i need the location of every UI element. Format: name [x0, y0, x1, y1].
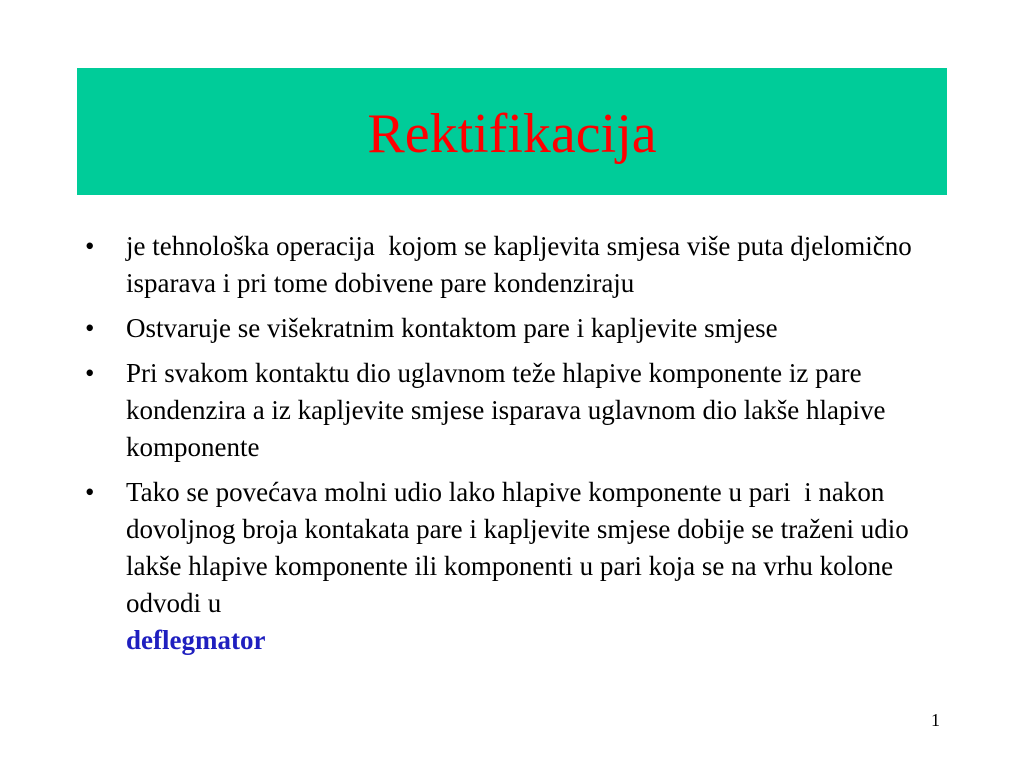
bullet-text: je tehnološka operacija kojom se kapljevita smjesa više puta djelomično isparava i pri tome dobivene pare kondenziraju	[126, 231, 919, 298]
bullet-icon: •	[85, 313, 95, 343]
bullet-text: Pri svakom kontaktu dio uglavnom teže hlapive komponente iz pare kondenzira a iz kapljevite smjese isparava uglavnom dio lakše hlapive komponente	[126, 358, 893, 462]
bullet-item	[85, 355, 945, 466]
bullet-list	[85, 228, 945, 659]
slide-title: Rektifikacija	[367, 102, 657, 165]
emphasis-term: deflegmator	[126, 625, 266, 655]
bullet-icon: •	[85, 231, 95, 261]
title-banner	[77, 68, 947, 195]
bullet-icon: •	[85, 477, 95, 507]
bullet-text: Ostvaruje se višekratnim kontaktom pare i kapljevite smjese	[126, 313, 778, 343]
bullet-item	[85, 228, 945, 302]
slide-number: 1	[931, 710, 940, 730]
bullet-item	[85, 474, 945, 622]
bullet-text: Tako se povećava molni udio lako hlapive komponente u pari i nakon dovoljnog broja kontakata pare i kapljevite smjese dobije se traženi udio lakše hlapive komponente ili komponenti u pari koja se na vrhu kolone odvodi u	[126, 477, 916, 618]
bullet-item	[85, 310, 945, 347]
bullet-icon: •	[85, 358, 95, 388]
